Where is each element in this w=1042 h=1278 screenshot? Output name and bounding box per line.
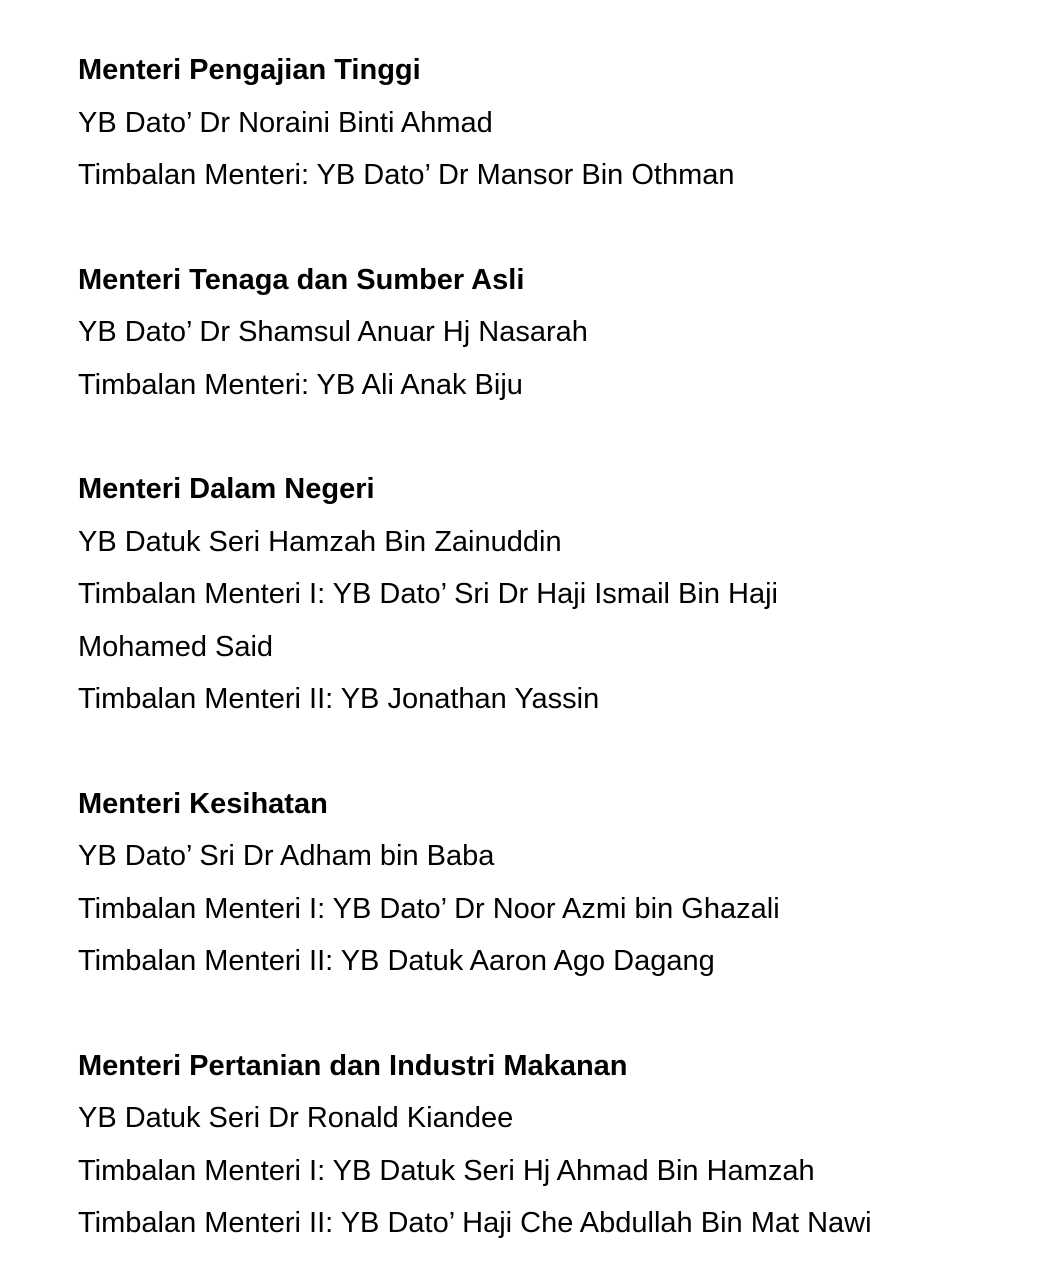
section-kesihatan xyxy=(78,778,1042,988)
section-heading: Menteri Kesihatan xyxy=(78,787,328,820)
section-pengajian-tinggi xyxy=(78,44,1042,202)
section-heading: Menteri Pengajian Tinggi xyxy=(78,54,421,86)
deputy-minister: Timbalan Menteri: YB Ali Anak Biju xyxy=(78,368,523,401)
deputy-minister-1: Timbalan Menteri I: YB Datuk Seri Hj Ahmad Bin Hamzah xyxy=(78,1154,815,1187)
section-heading: Menteri Pertanian dan Industri Makanan xyxy=(78,1049,628,1082)
deputy-minister-1: Timbalan Menteri I: YB Dato’ Dr Noor Azmi bin Ghazali xyxy=(78,892,780,925)
section-tenaga-sumber-asli xyxy=(78,254,1042,412)
deputy-minister-2: Timbalan Menteri II: YB Datuk Aaron Ago Dagang xyxy=(78,945,715,977)
deputy-minister-1-continued: Mohamed Said xyxy=(78,630,274,663)
minister-name: YB Datuk Seri Dr Ronald Kiandee xyxy=(78,1102,514,1134)
section-pertanian-industri-makanan xyxy=(78,1040,1042,1250)
deputy-minister-1: Timbalan Menteri I: YB Dato’ Sri Dr Haji Ismail Bin Haji xyxy=(78,578,778,610)
deputy-minister: Timbalan Menteri: YB Dato’ Dr Mansor Bin Othman xyxy=(78,159,735,191)
minister-name: YB Dato’ Dr Shamsul Anuar Hj Nasarah xyxy=(78,316,588,348)
deputy-minister-2: Timbalan Menteri II: YB Jonathan Yassin xyxy=(78,683,600,715)
minister-name: YB Datuk Seri Hamzah Bin Zainuddin xyxy=(78,525,562,558)
minister-name: YB Dato’ Sri Dr Adham bin Baba xyxy=(78,840,495,872)
section-heading: Menteri Dalam Negeri xyxy=(78,473,375,505)
minister-name: YB Dato’ Dr Noraini Binti Ahmad xyxy=(78,106,493,139)
section-dalam-negeri xyxy=(78,463,1042,726)
section-heading: Menteri Tenaga dan Sumber Asli xyxy=(78,263,525,296)
deputy-minister-2: Timbalan Menteri II: YB Dato’ Haji Che Abdullah Bin Mat Nawi xyxy=(78,1207,872,1239)
